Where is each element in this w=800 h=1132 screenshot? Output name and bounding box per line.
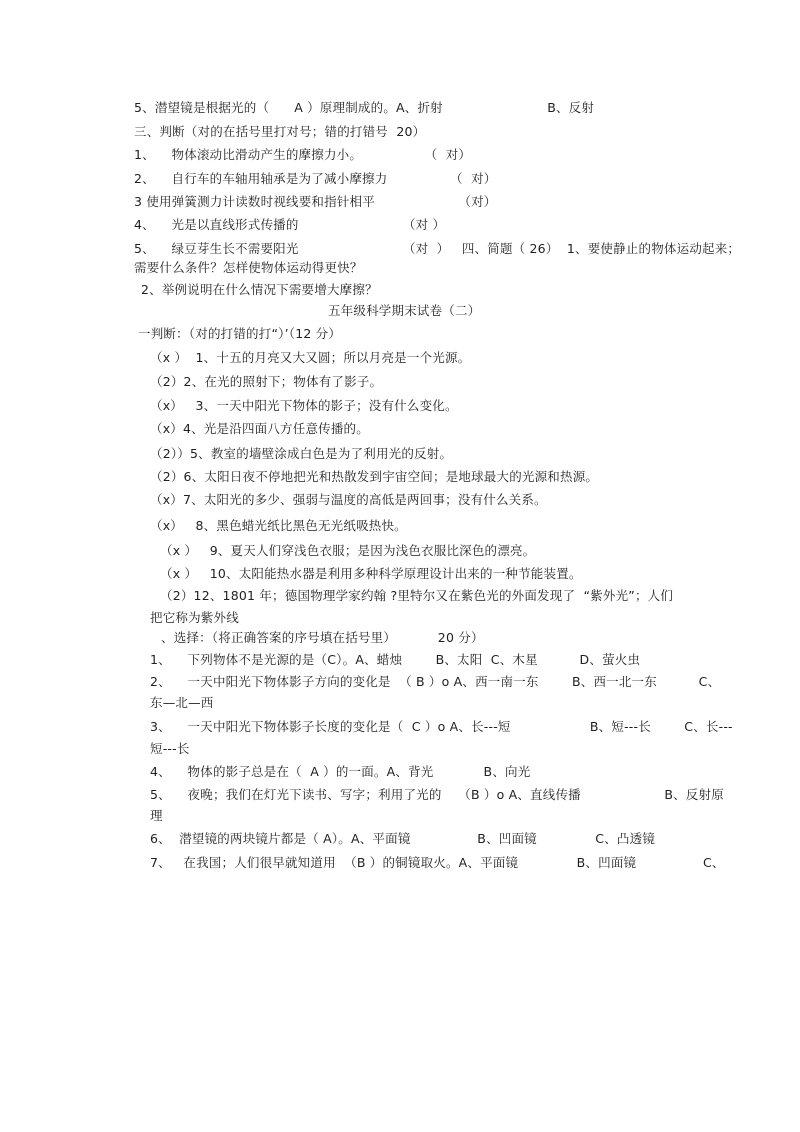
text-line: 3 使用弹簧测力计读数时视线要和指针相平 （对）	[134, 194, 497, 209]
text-line: 5、 绿豆芽生长不需要阳光 （对 ） 四、简题（ 26） 1、要使静止的物体运动起来；	[134, 241, 741, 256]
text-line: 5、潜望镜是根据光的（ A ）原理制成的。A、折射 B、反射	[134, 100, 595, 115]
text-line: （2）2、在光的照射下；物体有了影子。	[150, 374, 383, 389]
text-line: 1、 下列物体不是光源的是（C）。A、蜡烛 B、太阳 C、木星 D、萤火虫	[150, 652, 641, 667]
section-heading: 三、判断（对的在括号里打对号；错的打错号 20）	[134, 124, 426, 139]
text-line: （x）4、光是沿四面八方任意传播的。	[150, 421, 369, 436]
text-line: 2、 一天中阳光下物体影子方向的变化是 （ B ）o A、西一南一东 B、西一北一东 C、	[150, 674, 721, 689]
text-line: 4、 物体的影子总是在（ A ）的一面。A、背光 B、向光	[150, 764, 531, 779]
text-line: （x ） 9、夏天人们穿浅色衣服；是因为浅色衣服比深色的漂亮。	[160, 543, 536, 558]
text-line: 短---长	[150, 741, 190, 756]
text-line: （x）7、太阳光的多少、强弱与温度的高低是两回事；没有什么关系。	[150, 492, 547, 507]
text-line: （2））5、教室的墙壁涂成白色是为了利用光的反射。	[150, 446, 453, 461]
text-line: 5、 夜晚；我们在灯光下读书、写字；利用了光的 （B ）o A、直线传播 B、反射原	[150, 787, 724, 802]
section-heading: 、选择：（将正确答案的序号填在括号里） 20 分）	[161, 630, 484, 645]
text-line: 7、 在我国；人们很早就知道用 （B ）的铜镜取火。A、平面镜 B、凹面镜 C、	[150, 855, 725, 870]
text-line: 需要什么条件？怎样使物体运动得更快？	[134, 260, 363, 275]
text-line: （2）12、1801 年；德国物理学家约翰 ?里特尔又在紫色光的外面发现了 “紫外光”；人们	[160, 588, 674, 603]
text-line: 东—北—西	[150, 695, 214, 710]
text-line: 3、 一天中阳光下物体影子长度的变化是（ C ）o A、长---短 B、短---长 C、长---	[150, 719, 733, 734]
text-line: 2、 自行车的车轴用轴承是为了减小摩擦力 （ 对）	[134, 171, 497, 186]
page-title: 五年级科学期末试卷（二）	[328, 303, 481, 318]
text-line: （x ） 10、太阳能热水器是利用多种科学原理设计出来的一种节能装置。	[160, 566, 582, 581]
text-line: （x ） 1、十五的月亮又大又圆；所以月亮是一个光源。	[150, 350, 471, 365]
section-heading: 一判断：（对的打错的打“）’（12 分）	[138, 326, 342, 341]
text-line: （2）6、太阳日夜不停地把光和热散发到宇宙空间；是地球最大的光源和热源。	[150, 469, 599, 484]
text-line: 理	[150, 808, 163, 823]
text-line: （x） 3、一天中阳光下物体的影子；没有什么变化。	[150, 398, 458, 413]
text-line: 1、 物体滚动比滑动产生的摩擦力小。 （ 对）	[134, 147, 472, 162]
text-line: （x） 8、黑色蜡光纸比黑色无光纸吸热快。	[150, 518, 407, 533]
text-line: 2、举例说明在什么情况下需要增大摩擦？	[141, 282, 378, 297]
text-line: 把它称为紫外线	[150, 610, 239, 625]
text-line: 6、 潜望镜的两块镜片都是（ A）。A、平面镜 B、凹面镜 C、凸透镜	[150, 831, 656, 846]
text-line: 4、 光是以直线形式传播的 （对 ）	[134, 217, 446, 232]
